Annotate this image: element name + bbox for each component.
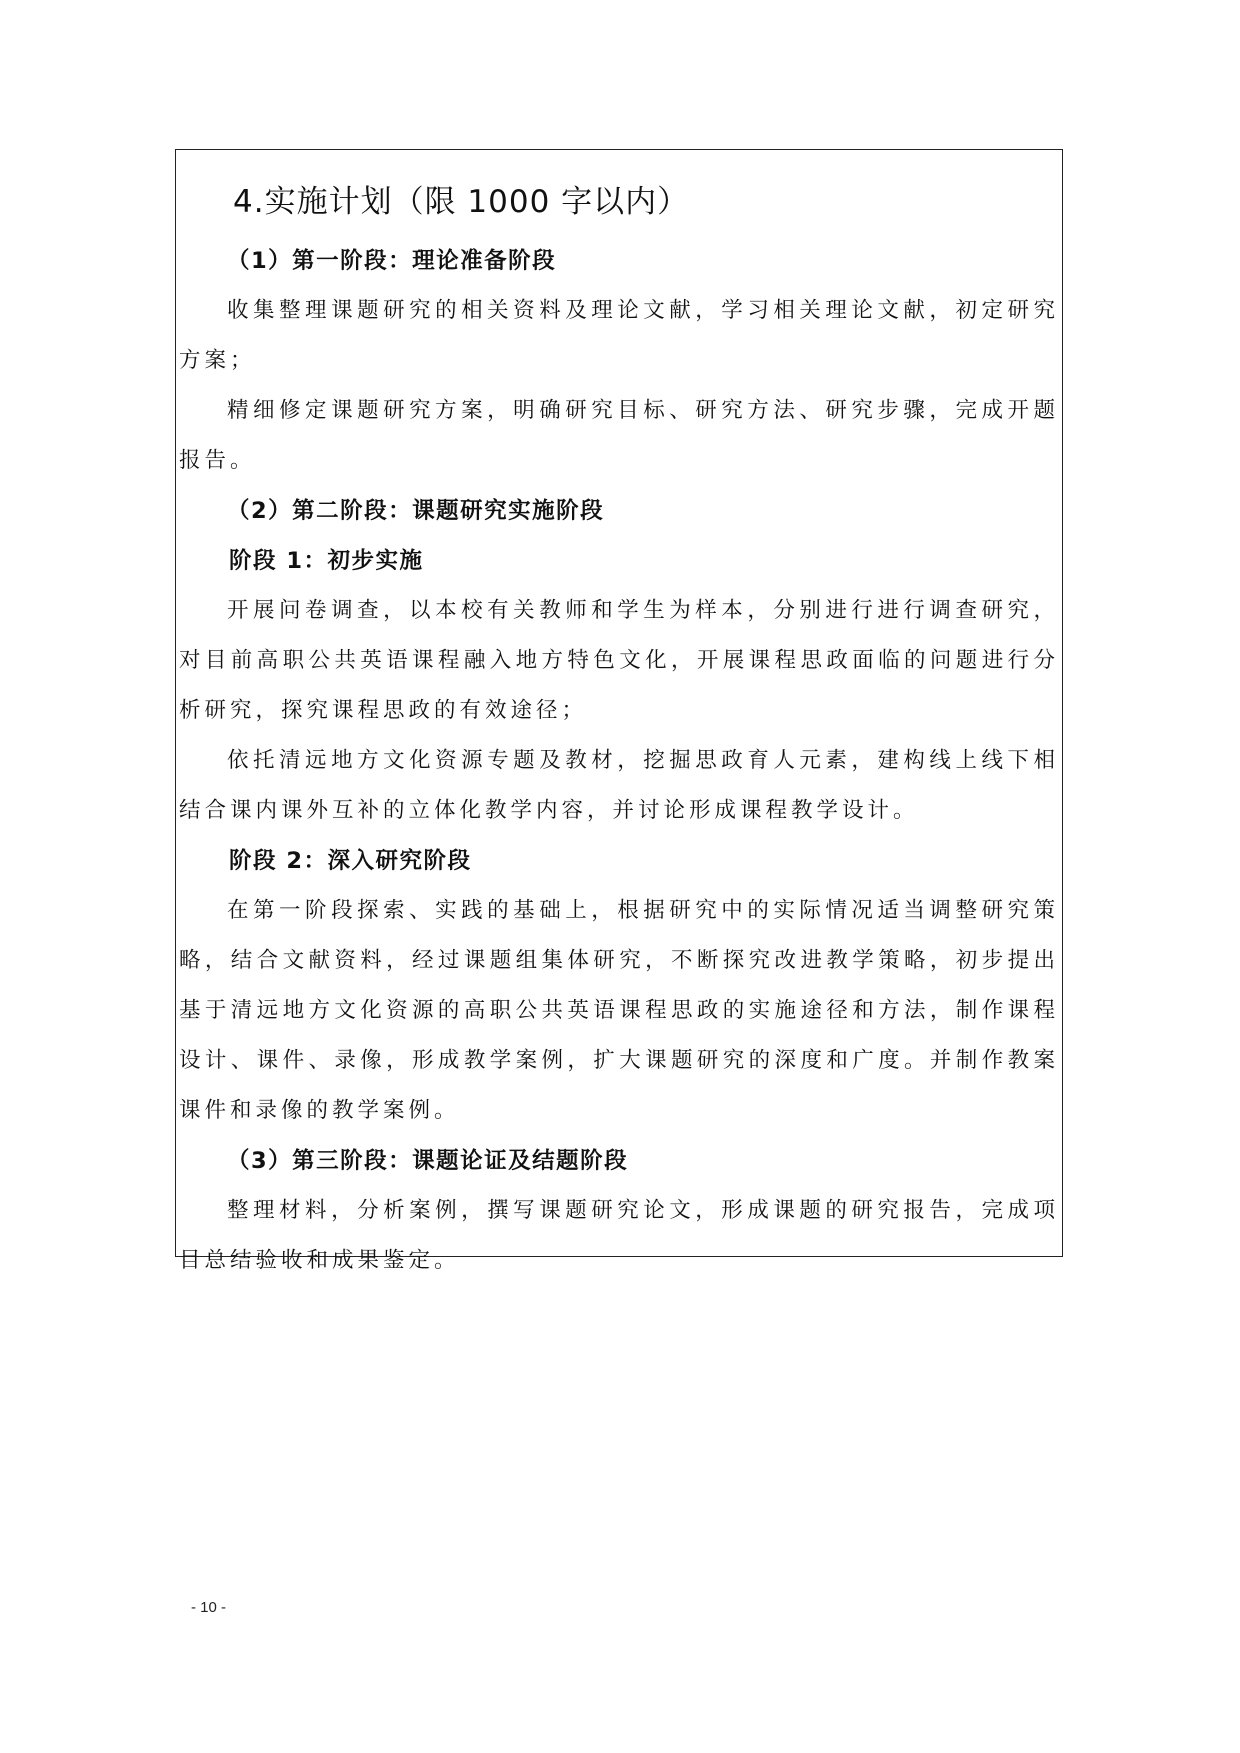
phase-2-stage-1-paragraph-1: 开展问卷调查，以本校有关教师和学生为样本，分别进行进行调查研究，对目前高职公共英语课程融入地方特色文化，开展课程思政面临的问题进行分析研究，探究课程思政的有效途径；	[179, 598, 1059, 723]
phase-2-stage-1-paragraph-2: 依托清远地方文化资源专题及教材，挖掘思政育人元素，建构线上线下相结合课内课外互补的立体化教学内容，并讨论形成课程教学设计。	[179, 748, 1059, 823]
page-number: - 10 -	[191, 1599, 227, 1616]
phase-2-title: （2）第二阶段：课题研究实施阶段	[227, 498, 605, 524]
cell-content	[179, 180, 1059, 1286]
phase-1-paragraph-2: 精细修定课题研究方案，明确研究目标、研究方法、研究步骤，完成开题报告。	[179, 398, 1059, 473]
phase-1-paragraph-1: 收集整理课题研究的相关资料及理论文献，学习相关理论文献，初定研究方案；	[179, 298, 1059, 373]
phase-1-title: （1）第一阶段：理论准备阶段	[227, 248, 557, 274]
phase-3-title: （3）第三阶段：课题论证及结题阶段	[227, 1148, 629, 1174]
form-table-cell	[175, 149, 1063, 1273]
phase-2-stage-1-title: 阶段 1：初步实施	[229, 548, 424, 574]
phase-2-stage-2-paragraph-1: 在第一阶段探索、实践的基础上，根据研究中的实际情况适当调整研究策略，结合文献资料，经过课题组集体研究，不断探究改进教学策略，初步提出基于清远地方文化资源的高职公共英语课程思政的实施途径和方法，制作课程设计、课件、录像，形成教学案例，扩大课题研究的深度和广度。并制作教案课件和录像的教学案例。	[179, 898, 1059, 1123]
phase-3-paragraph-1: 整理材料，分析案例，撰写课题研究论文，形成课题的研究报告，完成项目总结验收和成果鉴定。	[179, 1198, 1059, 1273]
section-heading: 4.实施计划（限 1000 字以内）	[233, 184, 690, 220]
phase-2-stage-2-title: 阶段 2：深入研究阶段	[229, 848, 472, 874]
